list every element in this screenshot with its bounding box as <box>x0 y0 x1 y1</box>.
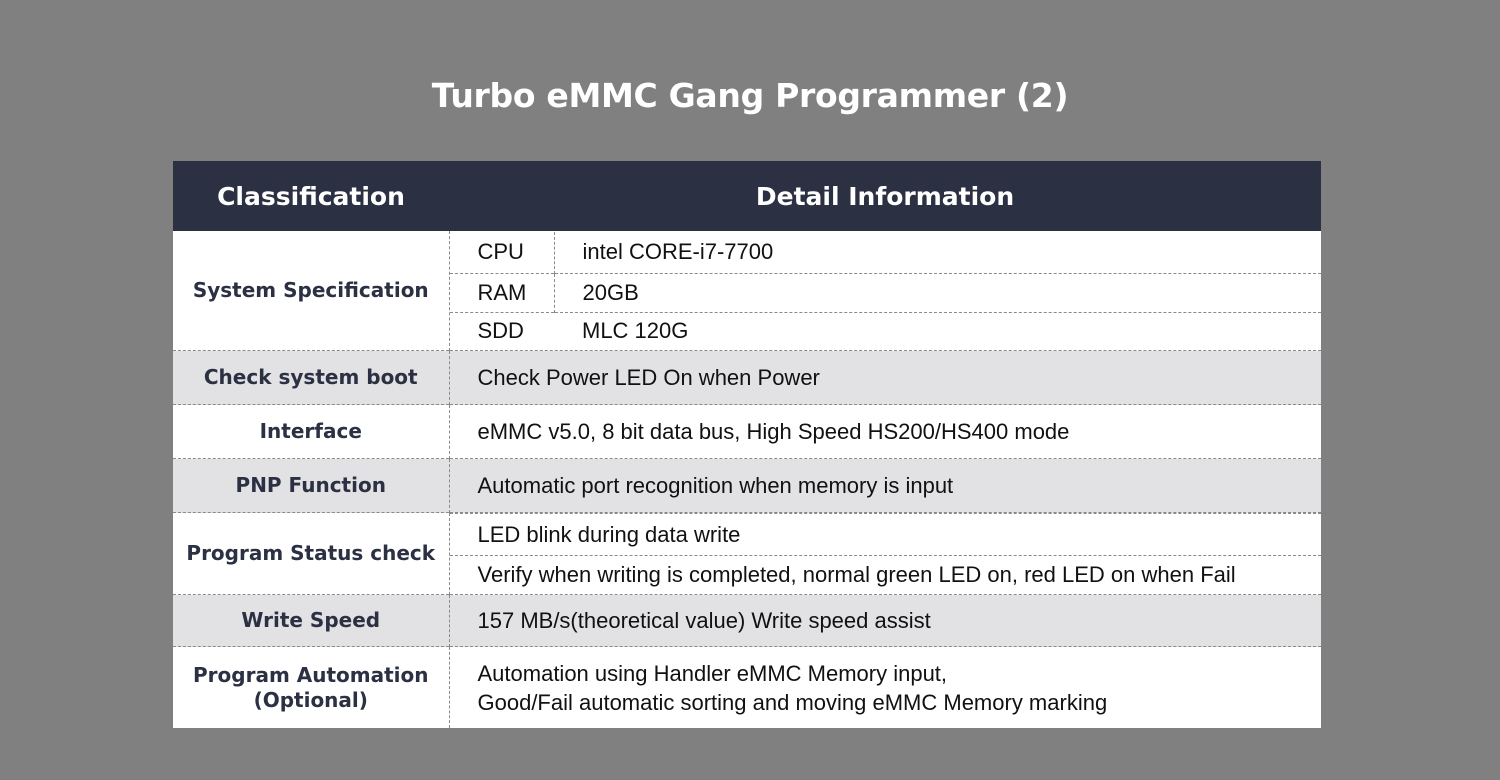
spec-key-sdd: SDD <box>450 312 555 350</box>
detail-program-automation-line2: Good/Fail automatic sorting and moving eMMC Memory marking <box>477 689 1108 715</box>
detail-program-status-check <box>449 513 1321 595</box>
page-title: Turbo eMMC Gang Programmer (2) <box>431 76 1069 115</box>
spec-table <box>173 161 1321 728</box>
status-detail-verify: Verify when writing is completed, normal green LED on, red LED on when Fail <box>450 556 1322 595</box>
classification-program-status-check: Program Status check <box>173 513 449 595</box>
detail-system-specification <box>449 231 1321 351</box>
table-row-check-system-boot <box>173 351 1321 405</box>
classification-program-automation <box>173 647 449 729</box>
classification-system-specification: System Specification <box>173 231 449 351</box>
header-detail-information: Detail Information <box>449 161 1321 231</box>
spec-value-ram: 20GB <box>554 273 1321 312</box>
spec-row-sdd <box>450 312 1322 350</box>
detail-interface: eMMC v5.0, 8 bit data bus, High Speed HS200/HS400 mode <box>449 405 1321 459</box>
table-row-system-specification <box>173 231 1321 351</box>
table-row-interface <box>173 405 1321 459</box>
classification-pnp-function: PNP Function <box>173 459 449 513</box>
spec-value-sdd: MLC 120G <box>554 312 1321 350</box>
classification-interface: Interface <box>173 405 449 459</box>
status-row-2 <box>450 556 1322 595</box>
detail-pnp-function: Automatic port recognition when memory is input <box>449 459 1321 513</box>
classification-write-speed: Write Speed <box>173 595 449 647</box>
program-status-subtable <box>450 513 1322 594</box>
classification-check-system-boot: Check system boot <box>173 351 449 405</box>
table-row-program-automation <box>173 647 1321 729</box>
table-row-program-status-check <box>173 513 1321 595</box>
header-classification: Classification <box>173 161 449 231</box>
table-row-write-speed <box>173 595 1321 647</box>
system-spec-subtable <box>450 232 1322 350</box>
spec-value-cpu: intel CORE-i7-7700 <box>582 239 774 264</box>
detail-write-speed: 157 MB/s(theoretical value) Write speed assist <box>449 595 1321 647</box>
table-header-row <box>173 161 1321 231</box>
spec-row-cpu <box>450 232 1322 274</box>
spec-key-ram: RAM <box>450 273 555 312</box>
status-detail-led-blink: LED blink during data write <box>450 514 1322 556</box>
spec-key-cpu: CPU <box>450 232 555 274</box>
detail-program-automation-line1: Automation using Handler eMMC Memory input, <box>477 660 948 686</box>
status-row-1 <box>450 514 1322 556</box>
classification-program-automation-line1: Program Automation <box>193 662 429 687</box>
classification-program-automation-line2: (Optional) <box>253 687 368 712</box>
table-row-pnp-function <box>173 459 1321 513</box>
spec-row-ram <box>450 273 1322 312</box>
detail-check-system-boot: Check Power LED On when Power <box>449 351 1321 405</box>
detail-program-automation <box>449 647 1321 729</box>
